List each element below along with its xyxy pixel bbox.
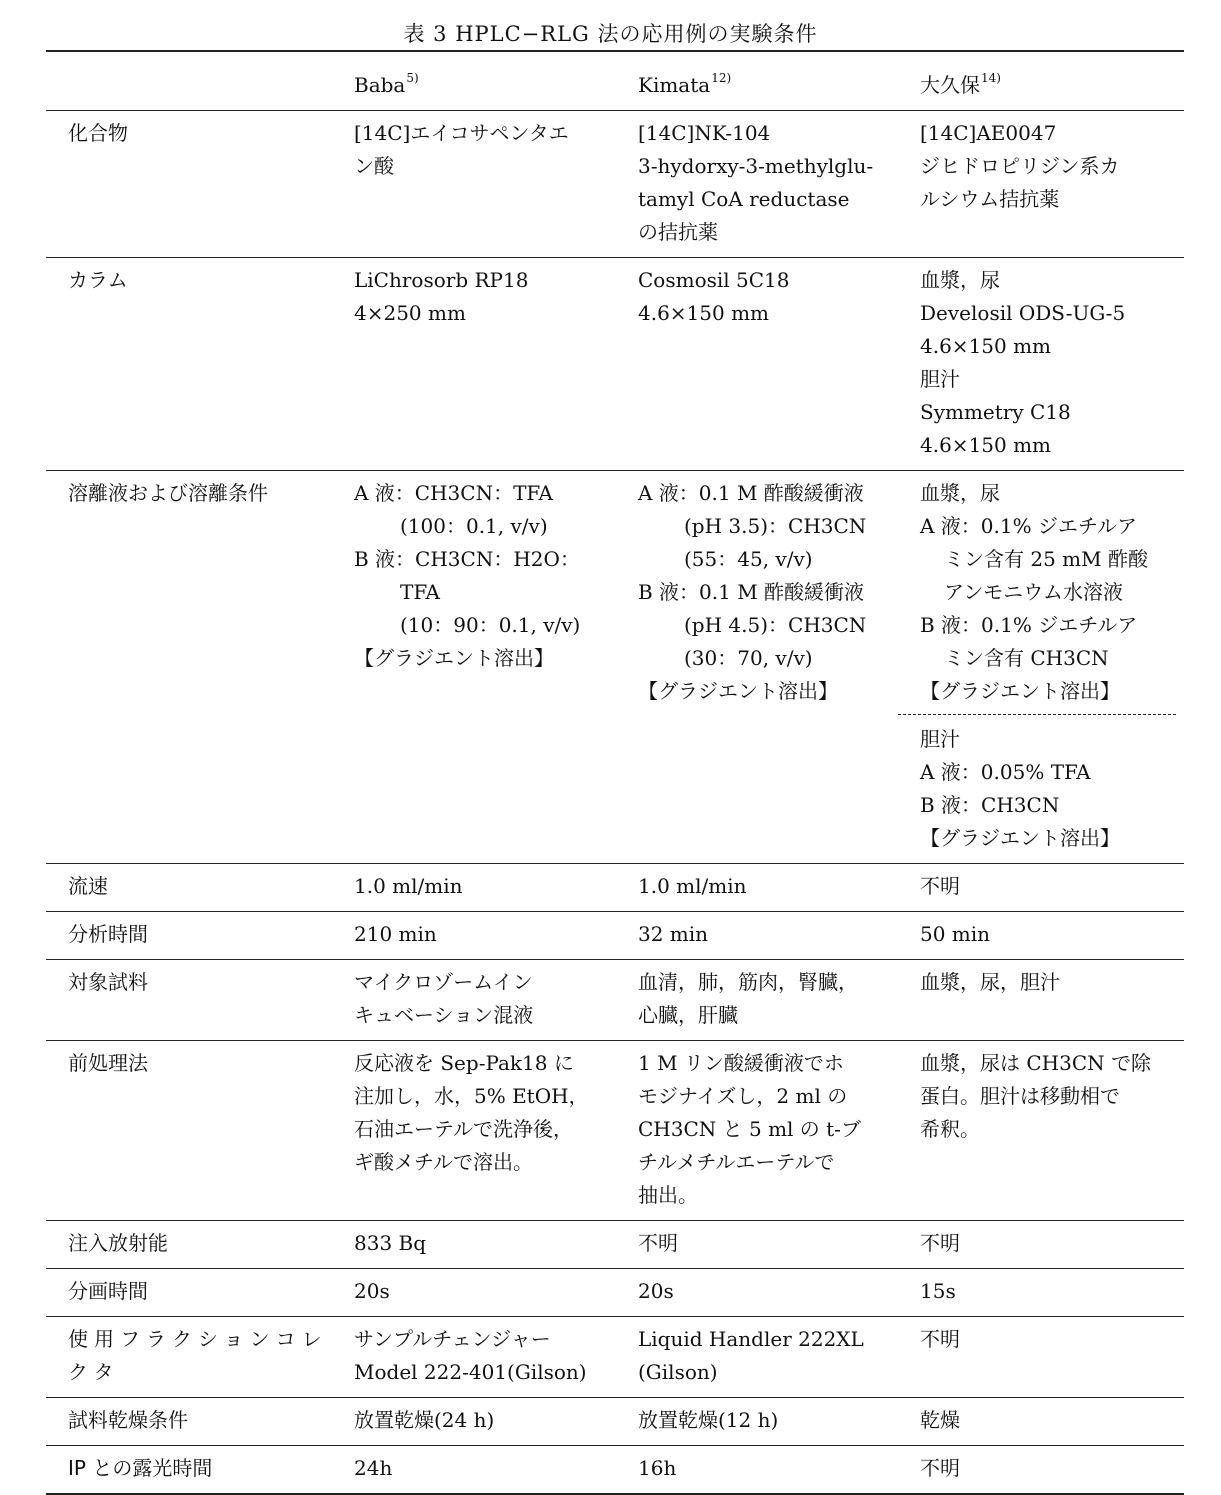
- table-row: [46, 1269, 1184, 1317]
- cell-line: [14C]NK-104: [638, 121, 771, 145]
- table-row: [46, 258, 1184, 471]
- table-cell: [354, 1269, 638, 1317]
- row-label: 分析時間: [68, 922, 148, 946]
- row-label: 試料乾燥条件: [68, 1408, 188, 1432]
- cell-line: 833 Bq: [354, 1231, 427, 1255]
- table-row: [46, 1446, 1184, 1495]
- cell-line: A 液：0.1 M 酢酸緩衝液: [638, 481, 864, 505]
- table-cell: [920, 912, 1184, 960]
- table-row: [46, 1398, 1184, 1446]
- column-header-baba: Baba$^{5)}$: [354, 71, 419, 97]
- cell-line: 石油エーテルで洗浄後，: [354, 1117, 573, 1141]
- cell-line: 希釈。: [920, 1117, 980, 1141]
- cell-line: 210 min: [354, 922, 437, 946]
- table-cell: [638, 864, 920, 912]
- cell-line: 1.0 ml/min: [638, 874, 747, 898]
- cell-line: 血漿，尿: [920, 481, 1000, 505]
- cell-line: A 液：0.05% TFA: [920, 760, 1091, 784]
- cell-line: 32 min: [638, 922, 709, 946]
- table-cell: [920, 1221, 1184, 1269]
- table-cell: [920, 1041, 1184, 1221]
- stub-header: [46, 51, 354, 111]
- table-row: [46, 1041, 1184, 1221]
- cell-line: B 液：0.1 M 酢酸緩衝液: [638, 580, 865, 604]
- cell-line: ン酸: [354, 154, 394, 178]
- cell-line: 抽出。: [638, 1183, 698, 1207]
- cell-line: 蛋白。胆汁は移動相で: [920, 1084, 1120, 1108]
- table-cell: [638, 471, 920, 864]
- cell-line: 注加し，水，5% EtOH，: [354, 1084, 589, 1108]
- cell-line: Liquid Handler 222XL: [638, 1327, 864, 1351]
- row-label: IP との露光時間: [68, 1456, 213, 1480]
- table-cell: [638, 1269, 920, 1317]
- bile-subsection: [898, 714, 1176, 855]
- table-cell: [920, 864, 1184, 912]
- cell-line: tamyl CoA reductase: [638, 187, 850, 211]
- table-caption: 表 3 HPLC−RLG 法の応用例の実験条件: [403, 22, 818, 46]
- cell-line: 胆汁: [920, 727, 960, 751]
- cell-line: 20s: [638, 1279, 674, 1303]
- cell-line: 50 min: [920, 922, 991, 946]
- cell-line: 【グラジエント溶出】: [920, 826, 1120, 850]
- cell-line: ジヒドロピリジン系カ: [920, 154, 1120, 178]
- table-cell: [638, 111, 920, 258]
- cell-line: TFA: [400, 580, 440, 604]
- cell-line: 乾燥: [920, 1408, 960, 1432]
- cell-line: 15s: [920, 1279, 956, 1303]
- table-row: [46, 111, 1184, 258]
- cell-line: 血漿，尿は CH3CN で除: [920, 1051, 1151, 1075]
- table-cell: [354, 258, 638, 471]
- cell-line: Symmetry C18: [920, 400, 1071, 424]
- column-header-okubo: 大久保$^{14)}$: [920, 71, 1001, 97]
- cell-line: 20s: [354, 1279, 390, 1303]
- header-row: [46, 51, 1184, 111]
- cell-line: 4.6×150 mm: [638, 301, 770, 325]
- cell-line: (30：70, v/v): [684, 646, 813, 670]
- row-label: 流速: [68, 874, 108, 898]
- cell-line: [14C]エイコサペンタエ: [354, 121, 569, 145]
- cell-line: CH3CN と 5 ml の t-ブ: [638, 1117, 861, 1141]
- cell-line: Cosmosil 5C18: [638, 268, 790, 292]
- cell-line: 【グラジエント溶出】: [354, 646, 554, 670]
- table-cell: [920, 111, 1184, 258]
- cell-line: ミン含有 25 mM 酢酸: [944, 547, 1148, 571]
- cell-line: 1 M リン酸緩衝液でホ: [638, 1051, 844, 1075]
- column-header-kimata: Kimata$^{12)}$: [638, 71, 732, 97]
- table-cell: [638, 1446, 920, 1495]
- cell-line: 血漿，尿: [920, 268, 1000, 292]
- table-cell: [354, 960, 638, 1041]
- row-label: 分画時間: [68, 1279, 148, 1303]
- cell-line: 不明: [920, 1231, 960, 1255]
- cell-line: マイクロゾームイン: [354, 970, 533, 994]
- cell-line: 4×250 mm: [354, 301, 466, 325]
- cell-line: (55：45, v/v): [684, 547, 813, 571]
- cell-line: 反応液を Sep-Pak18 に: [354, 1051, 574, 1075]
- cell-line: モジナイズし，2 ml の: [638, 1084, 848, 1108]
- table-cell: [920, 258, 1184, 471]
- cell-line: [14C]AE0047: [920, 121, 1057, 145]
- cell-line: 血漿，尿，胆汁: [920, 970, 1060, 994]
- cell-line: 不明: [920, 1456, 960, 1480]
- table-cell: [638, 258, 920, 471]
- row-label: カラム: [68, 268, 128, 292]
- table-row: [46, 471, 1184, 864]
- cell-line: ギ酸メチルで溶出。: [354, 1150, 533, 1174]
- table-cell: [920, 1269, 1184, 1317]
- cell-line: A 液：CH3CN：TFA: [354, 481, 553, 505]
- table-cell: [354, 1446, 638, 1495]
- cell-line: (100：0.1, v/v): [400, 514, 548, 538]
- table-row: [46, 1221, 1184, 1269]
- row-label: 溶離液および溶離条件: [68, 481, 268, 505]
- cell-line: サンプルチェンジャー: [354, 1327, 551, 1351]
- table-cell: [354, 471, 638, 864]
- table-cell: [920, 1317, 1184, 1398]
- cell-line: Develosil ODS-UG-5: [920, 301, 1126, 325]
- table-cell: [354, 1317, 638, 1398]
- table-row: [46, 912, 1184, 960]
- table-cell: [920, 1398, 1184, 1446]
- table-cell: [638, 1317, 920, 1398]
- cell-line: LiChrosorb RP18: [354, 268, 529, 292]
- cell-line: (pH 3.5)：CH3CN: [684, 514, 867, 538]
- cell-line: ミン含有 CH3CN: [944, 646, 1109, 670]
- row-label: 化合物: [68, 121, 128, 145]
- table-cell: [354, 1221, 638, 1269]
- cell-line: 24h: [354, 1456, 393, 1480]
- cell-line: の拮抗薬: [638, 220, 718, 244]
- row-label: 使用フラクションコレクタ: [68, 1327, 328, 1384]
- cell-line: ルシウム拮抗薬: [920, 187, 1060, 211]
- cell-line: 血清，肺，筋肉，腎臓，: [638, 970, 858, 994]
- table-cell: [920, 471, 1184, 864]
- cell-line: 不明: [920, 1327, 960, 1351]
- cell-line: キュベーション混液: [354, 1003, 534, 1027]
- cell-line: 1.0 ml/min: [354, 874, 463, 898]
- table-cell: [638, 1221, 920, 1269]
- table-cell: [638, 912, 920, 960]
- hplc-conditions-table: [46, 50, 1184, 1495]
- table-cell: [354, 864, 638, 912]
- cell-line: 【グラジエント溶出】: [638, 679, 838, 703]
- cell-line: B 液：0.1% ジエチルア: [920, 613, 1138, 637]
- cell-line: (pH 4.5)：CH3CN: [684, 613, 867, 637]
- cell-line: 4.6×150 mm: [920, 433, 1052, 457]
- table-cell: [354, 111, 638, 258]
- cell-line: 胆汁: [920, 367, 960, 391]
- table-cell: [920, 960, 1184, 1041]
- cell-line: 【グラジエント溶出】: [920, 679, 1120, 703]
- cell-line: 放置乾燥(12 h): [638, 1408, 779, 1432]
- row-label: 対象試料: [68, 970, 148, 994]
- table-cell: [638, 1398, 920, 1446]
- table-cell: [354, 912, 638, 960]
- cell-line: 3-hydorxy-3-methylglu-: [638, 154, 874, 178]
- cell-line: (Gilson): [638, 1360, 718, 1384]
- cell-line: (10：90：0.1, v/v): [400, 613, 581, 637]
- table-row: [46, 1317, 1184, 1398]
- cell-line: B 液：CH3CN: [920, 793, 1060, 817]
- table-cell: [638, 1041, 920, 1221]
- cell-line: 放置乾燥(24 h): [354, 1408, 495, 1432]
- table-row: [46, 960, 1184, 1041]
- cell-line: 4.6×150 mm: [920, 334, 1052, 358]
- table-cell: [920, 1446, 1184, 1495]
- cell-line: 16h: [638, 1456, 677, 1480]
- table-cell: [354, 1398, 638, 1446]
- table-cell: [638, 960, 920, 1041]
- cell-line: 不明: [920, 874, 960, 898]
- cell-line: 不明: [638, 1231, 678, 1255]
- cell-line: チルメチルエーテルで: [638, 1150, 835, 1174]
- row-label: 注入放射能: [68, 1231, 168, 1255]
- cell-line: 心臓，肝臓: [638, 1003, 738, 1027]
- cell-line: アンモニウム水溶液: [944, 580, 1123, 604]
- table-row: [46, 864, 1184, 912]
- cell-line: B 液：CH3CN：H2O：: [354, 547, 580, 571]
- row-label: 前処理法: [68, 1051, 148, 1075]
- cell-line: Model 222-401(Gilson): [354, 1360, 587, 1384]
- cell-line: A 液：0.1% ジエチルア: [920, 514, 1137, 538]
- table-cell: [354, 1041, 638, 1221]
